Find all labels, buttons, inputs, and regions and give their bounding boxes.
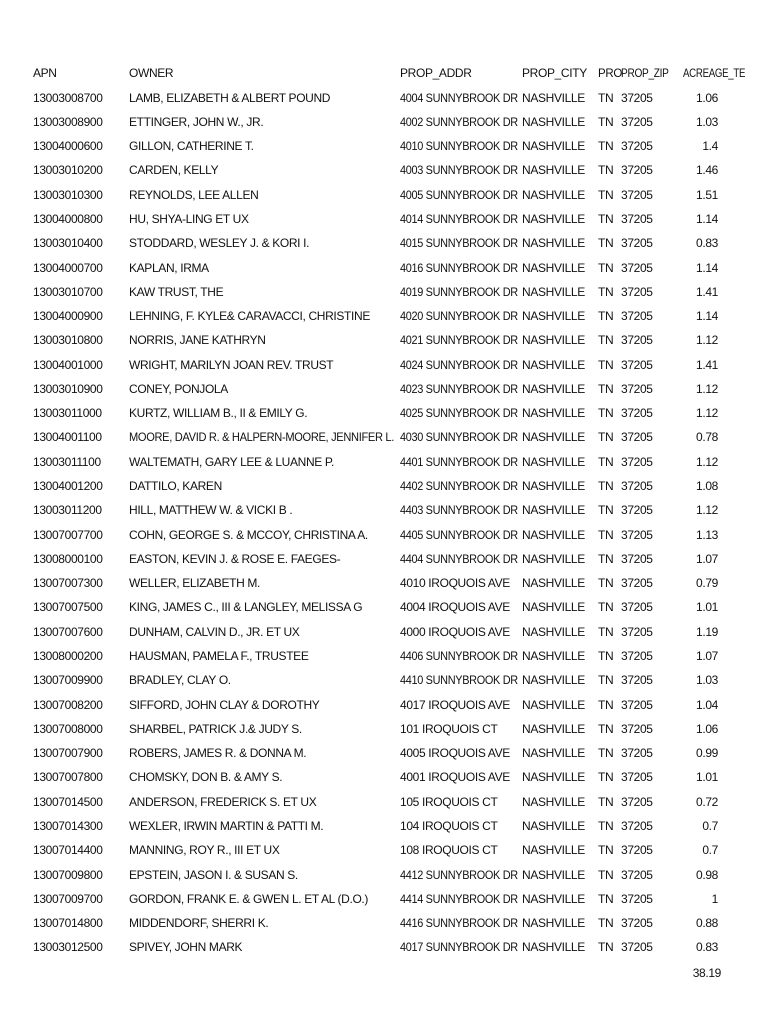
cell-prop-addr: 4020 SUNNYBROOK DR bbox=[400, 309, 518, 323]
table-row bbox=[0, 791, 770, 813]
table-row bbox=[0, 548, 770, 570]
cell-apn: 13004001200 bbox=[33, 479, 103, 493]
cell-prop-state: TN bbox=[598, 551, 614, 566]
cell-acreage: 1.13 bbox=[696, 527, 718, 542]
cell-prop-zip: 37205 bbox=[621, 406, 653, 421]
table-row bbox=[0, 572, 770, 594]
table-row bbox=[0, 87, 770, 109]
table-row bbox=[0, 596, 770, 618]
table-row bbox=[0, 669, 770, 691]
cell-apn: 13007014300 bbox=[33, 818, 103, 833]
cell-prop-state: TN bbox=[598, 503, 614, 518]
cell-prop-state: TN bbox=[598, 211, 614, 226]
cell-apn: 13004000700 bbox=[33, 260, 103, 275]
table-row bbox=[0, 499, 770, 521]
cell-acreage: 0.83 bbox=[696, 236, 718, 251]
cell-prop-state: TN bbox=[598, 284, 614, 299]
cell-apn: 13003010900 bbox=[33, 381, 103, 396]
cell-prop-addr: 4016 SUNNYBROOK DR bbox=[400, 260, 518, 275]
cell-prop-zip: 37205 bbox=[621, 673, 653, 688]
cell-prop-city: NASHVILLE bbox=[522, 479, 585, 493]
cell-acreage: 1.08 bbox=[696, 479, 718, 493]
cell-apn: 13007008000 bbox=[33, 721, 103, 736]
cell-prop-zip: 37205 bbox=[621, 551, 653, 566]
cell-prop-state: TN bbox=[598, 867, 614, 882]
cell-prop-state: TN bbox=[598, 916, 614, 930]
cell-apn: 13007007700 bbox=[33, 527, 103, 542]
cell-prop-city: NASHVILLE bbox=[522, 600, 585, 615]
cell-apn: 13003010400 bbox=[33, 236, 103, 251]
cell-prop-city: NASHVILLE bbox=[522, 114, 585, 129]
cell-prop-addr: 4401 SUNNYBROOK DR bbox=[400, 454, 518, 469]
cell-prop-city: NASHVILLE bbox=[522, 163, 585, 178]
cell-prop-state: TN bbox=[598, 891, 614, 906]
cell-prop-city: NASHVILLE bbox=[522, 211, 585, 226]
cell-prop-zip: 37205 bbox=[621, 357, 653, 372]
cell-prop-state: TN bbox=[598, 187, 614, 202]
cell-owner: LEHNING, F. KYLE& CARAVACCI, CHRISTINE bbox=[129, 309, 370, 323]
cell-apn: 13007007300 bbox=[33, 576, 103, 591]
cell-acreage: 1.07 bbox=[696, 648, 718, 663]
cell-owner: WEXLER, IRWIN MARTIN & PATTI M. bbox=[129, 818, 324, 833]
cell-prop-state: TN bbox=[598, 479, 614, 493]
table-row bbox=[0, 936, 770, 958]
cell-apn: 13007007800 bbox=[33, 770, 103, 785]
cell-owner: STODDARD, WESLEY J. & KORI I. bbox=[129, 236, 310, 251]
cell-acreage: 0.88 bbox=[696, 916, 718, 930]
cell-prop-city: NASHVILLE bbox=[522, 406, 585, 421]
cell-acreage: 1.19 bbox=[696, 624, 718, 639]
table-row bbox=[0, 766, 770, 788]
cell-prop-state: TN bbox=[598, 309, 614, 323]
cell-acreage: 1.41 bbox=[696, 357, 718, 372]
cell-prop-city: NASHVILLE bbox=[522, 746, 585, 761]
cell-prop-addr: 4005 IROQUOIS AVE bbox=[400, 746, 510, 761]
acreage-total: 38.19 bbox=[692, 966, 721, 980]
cell-prop-addr: 4010 IROQUOIS AVE bbox=[400, 576, 510, 591]
table-row bbox=[0, 451, 770, 473]
cell-prop-city: NASHVILLE bbox=[522, 770, 585, 785]
cell-prop-state: TN bbox=[598, 673, 614, 688]
header-apn: APN bbox=[33, 66, 57, 80]
cell-prop-zip: 37205 bbox=[621, 600, 653, 615]
cell-acreage: 1.12 bbox=[696, 503, 718, 518]
cell-prop-city: NASHVILLE bbox=[522, 503, 585, 518]
cell-prop-zip: 37205 bbox=[621, 746, 653, 761]
cell-prop-city: NASHVILLE bbox=[522, 648, 585, 663]
cell-prop-addr: 4004 IROQUOIS AVE bbox=[400, 600, 510, 615]
cell-acreage: 1.14 bbox=[696, 260, 718, 275]
cell-prop-zip: 37205 bbox=[621, 891, 653, 906]
cell-prop-city: NASHVILLE bbox=[522, 430, 585, 445]
cell-prop-addr: 4406 SUNNYBROOK DR bbox=[400, 648, 518, 663]
table-row bbox=[0, 184, 770, 206]
cell-prop-addr: 4000 IROQUOIS AVE bbox=[400, 624, 510, 639]
cell-prop-city: NASHVILLE bbox=[522, 284, 585, 299]
table-row bbox=[0, 305, 770, 327]
cell-owner: HILL, MATTHEW W. & VICKI B . bbox=[129, 503, 293, 518]
cell-owner: MANNING, ROY R., III ET UX bbox=[129, 843, 280, 858]
table-row bbox=[0, 208, 770, 230]
header-prop-state: PRO bbox=[598, 66, 622, 80]
table-row bbox=[0, 888, 770, 910]
cell-acreage: 1.03 bbox=[696, 673, 718, 688]
cell-apn: 13003011200 bbox=[33, 503, 102, 518]
cell-apn: 13003011100 bbox=[33, 454, 101, 469]
cell-owner: SHARBEL, PATRICK J.& JUDY S. bbox=[129, 721, 302, 736]
cell-prop-city: NASHVILLE bbox=[522, 90, 585, 105]
cell-apn: 13007014400 bbox=[33, 843, 103, 858]
cell-owner: NORRIS, JANE KATHRYN bbox=[129, 333, 266, 348]
header-row bbox=[0, 62, 770, 84]
cell-apn: 13008000200 bbox=[33, 648, 103, 663]
cell-prop-zip: 37205 bbox=[621, 770, 653, 785]
table-row bbox=[0, 257, 770, 279]
cell-prop-zip: 37205 bbox=[621, 114, 653, 129]
cell-owner: MIDDENDORF, SHERRI K. bbox=[129, 916, 269, 930]
cell-prop-city: NASHVILLE bbox=[522, 454, 585, 469]
cell-prop-city: NASHVILLE bbox=[522, 381, 585, 396]
cell-prop-zip: 37205 bbox=[621, 794, 653, 809]
cell-prop-zip: 37205 bbox=[621, 236, 653, 251]
cell-acreage: 1.4 bbox=[702, 139, 718, 154]
cell-prop-zip: 37205 bbox=[621, 260, 653, 275]
cell-prop-city: NASHVILLE bbox=[522, 333, 585, 348]
cell-prop-state: TN bbox=[598, 454, 614, 469]
cell-prop-city: NASHVILLE bbox=[522, 236, 585, 251]
cell-owner: GILLON, CATHERINE T. bbox=[129, 139, 254, 154]
cell-prop-zip: 37205 bbox=[621, 697, 653, 712]
cell-prop-city: NASHVILLE bbox=[522, 794, 585, 809]
table-row bbox=[0, 159, 770, 181]
cell-prop-zip: 37205 bbox=[621, 454, 653, 469]
cell-acreage: 0.99 bbox=[696, 746, 718, 761]
cell-prop-city: NASHVILLE bbox=[522, 818, 585, 833]
cell-owner: KAW TRUST, THE bbox=[129, 284, 224, 299]
table-row bbox=[0, 864, 770, 886]
cell-prop-zip: 37205 bbox=[621, 284, 653, 299]
cell-apn: 13004000600 bbox=[33, 139, 103, 154]
cell-prop-city: NASHVILLE bbox=[522, 576, 585, 591]
cell-prop-state: TN bbox=[598, 333, 614, 348]
cell-prop-state: TN bbox=[598, 940, 614, 955]
cell-prop-city: NASHVILLE bbox=[522, 357, 585, 372]
cell-acreage: 0.72 bbox=[696, 794, 718, 809]
cell-prop-zip: 37205 bbox=[621, 843, 653, 858]
cell-prop-state: TN bbox=[598, 576, 614, 591]
cell-prop-zip: 37205 bbox=[621, 648, 653, 663]
cell-prop-state: TN bbox=[598, 527, 614, 542]
cell-prop-addr: 101 IROQUOIS CT bbox=[400, 721, 498, 736]
table-row bbox=[0, 475, 770, 497]
cell-prop-addr: 108 IROQUOIS CT bbox=[400, 843, 498, 858]
cell-apn: 13007009900 bbox=[33, 673, 103, 688]
cell-prop-city: NASHVILLE bbox=[522, 721, 585, 736]
cell-apn: 13003011000 bbox=[33, 406, 102, 421]
cell-owner: EPSTEIN, JASON I. & SUSAN S. bbox=[129, 867, 298, 882]
cell-prop-city: NASHVILLE bbox=[522, 551, 585, 566]
cell-acreage: 0.83 bbox=[696, 940, 718, 955]
cell-prop-addr: 4410 SUNNYBROOK DR bbox=[400, 673, 518, 688]
cell-prop-zip: 37205 bbox=[621, 187, 653, 202]
cell-apn: 13004001100 bbox=[33, 430, 102, 445]
cell-acreage: 0.79 bbox=[696, 576, 718, 591]
cell-prop-addr: 4412 SUNNYBROOK DR bbox=[400, 867, 518, 882]
cell-prop-zip: 37205 bbox=[621, 139, 653, 154]
header-acreage: ACREAGE_TE bbox=[683, 66, 746, 80]
cell-prop-zip: 37205 bbox=[621, 211, 653, 226]
cell-prop-addr: 4019 SUNNYBROOK DR bbox=[400, 284, 518, 299]
cell-prop-city: NASHVILLE bbox=[522, 697, 585, 712]
cell-prop-state: TN bbox=[598, 648, 614, 663]
cell-prop-city: NASHVILLE bbox=[522, 624, 585, 639]
cell-acreage: 1.14 bbox=[696, 211, 718, 226]
cell-apn: 13007009800 bbox=[33, 867, 103, 882]
cell-owner: MOORE, DAVID R. & HALPERN-MOORE, JENNIFER L. bbox=[129, 430, 394, 445]
cell-prop-zip: 37205 bbox=[621, 479, 653, 493]
cell-acreage: 1.06 bbox=[696, 721, 718, 736]
cell-owner: CONEY, PONJOLA bbox=[129, 381, 228, 396]
cell-owner: ETTINGER, JOHN W., JR. bbox=[129, 114, 264, 129]
cell-prop-city: NASHVILLE bbox=[522, 527, 585, 542]
cell-owner: LAMB, ELIZABETH & ALBERT POUND bbox=[129, 90, 331, 105]
cell-prop-city: NASHVILLE bbox=[522, 673, 585, 688]
cell-prop-city: NASHVILLE bbox=[522, 916, 585, 930]
cell-acreage: 1.46 bbox=[696, 163, 718, 178]
table-row bbox=[0, 742, 770, 764]
cell-apn: 13004001000 bbox=[33, 357, 103, 372]
cell-owner: WRIGHT, MARILYN JOAN REV. TRUST bbox=[129, 357, 334, 372]
cell-prop-state: TN bbox=[598, 381, 614, 396]
cell-owner: COHN, GEORGE S. & MCCOY, CHRISTINA A. bbox=[129, 527, 368, 542]
cell-prop-state: TN bbox=[598, 236, 614, 251]
cell-apn: 13003010300 bbox=[33, 187, 103, 202]
cell-prop-state: TN bbox=[598, 794, 614, 809]
cell-prop-state: TN bbox=[598, 90, 614, 105]
cell-prop-addr: 4002 SUNNYBROOK DR bbox=[400, 114, 518, 129]
cell-prop-state: TN bbox=[598, 139, 614, 154]
cell-apn: 13003008900 bbox=[33, 114, 103, 129]
cell-acreage: 0.78 bbox=[696, 430, 718, 445]
cell-prop-addr: 4414 SUNNYBROOK DR bbox=[400, 891, 518, 906]
table-row bbox=[0, 378, 770, 400]
cell-prop-zip: 37205 bbox=[621, 381, 653, 396]
cell-acreage: 0.7 bbox=[702, 843, 718, 858]
cell-prop-addr: 4403 SUNNYBROOK DR bbox=[400, 503, 518, 518]
cell-acreage: 1 bbox=[711, 891, 718, 906]
cell-acreage: 1.41 bbox=[696, 284, 718, 299]
cell-prop-city: NASHVILLE bbox=[522, 867, 585, 882]
cell-prop-zip: 37205 bbox=[621, 527, 653, 542]
cell-owner: SIFFORD, JOHN CLAY & DOROTHY bbox=[129, 697, 320, 712]
cell-owner: KURTZ, WILLIAM B., II & EMILY G. bbox=[129, 406, 308, 421]
cell-owner: KING, JAMES C., III & LANGLEY, MELISSA G bbox=[129, 600, 363, 615]
cell-apn: 13003010200 bbox=[33, 163, 103, 178]
cell-owner: GORDON, FRANK E. & GWEN L. ET AL (D.O.) bbox=[129, 891, 369, 906]
cell-acreage: 1.01 bbox=[696, 770, 718, 785]
cell-prop-addr: 105 IROQUOIS CT bbox=[400, 794, 498, 809]
cell-prop-addr: 4024 SUNNYBROOK DR bbox=[400, 357, 518, 372]
table-row bbox=[0, 694, 770, 716]
cell-acreage: 0.7 bbox=[702, 818, 718, 833]
cell-prop-city: NASHVILLE bbox=[522, 260, 585, 275]
cell-prop-zip: 37205 bbox=[621, 867, 653, 882]
table-row bbox=[0, 281, 770, 303]
cell-apn: 13004000900 bbox=[33, 309, 103, 323]
cell-prop-zip: 37205 bbox=[621, 624, 653, 639]
header-prop-city: PROP_CITY bbox=[522, 66, 587, 80]
table-row bbox=[0, 232, 770, 254]
cell-acreage: 1.51 bbox=[696, 187, 718, 202]
cell-apn: 13007008200 bbox=[33, 697, 103, 712]
table-row bbox=[0, 426, 770, 448]
cell-prop-addr: 4017 SUNNYBROOK DR bbox=[400, 940, 518, 955]
cell-prop-city: NASHVILLE bbox=[522, 139, 585, 154]
table-row bbox=[0, 329, 770, 351]
cell-prop-state: TN bbox=[598, 770, 614, 785]
cell-owner: HAUSMAN, PAMELA F., TRUSTEE bbox=[129, 648, 309, 663]
cell-prop-zip: 37205 bbox=[621, 163, 653, 178]
cell-apn: 13008000100 bbox=[33, 551, 103, 566]
cell-prop-addr: 4402 SUNNYBROOK DR bbox=[400, 479, 518, 493]
cell-prop-zip: 37205 bbox=[621, 90, 653, 105]
cell-prop-state: TN bbox=[598, 624, 614, 639]
cell-prop-zip: 37205 bbox=[621, 576, 653, 591]
cell-prop-state: TN bbox=[598, 746, 614, 761]
cell-owner: KAPLAN, IRMA bbox=[129, 260, 209, 275]
cell-owner: SPIVEY, JOHN MARK bbox=[129, 940, 243, 955]
cell-prop-state: TN bbox=[598, 600, 614, 615]
cell-prop-city: NASHVILLE bbox=[522, 187, 585, 202]
table-row bbox=[0, 645, 770, 667]
cell-acreage: 1.12 bbox=[696, 454, 718, 469]
table-row bbox=[0, 135, 770, 157]
cell-prop-addr: 4010 SUNNYBROOK DR bbox=[400, 139, 518, 154]
table-row bbox=[0, 912, 770, 934]
cell-apn: 13003008700 bbox=[33, 90, 103, 105]
table-row bbox=[0, 718, 770, 740]
cell-owner: HU, SHYA-LING ET UX bbox=[129, 211, 249, 226]
cell-prop-city: NASHVILLE bbox=[522, 843, 585, 858]
cell-prop-addr: 4004 SUNNYBROOK DR bbox=[400, 90, 518, 105]
cell-apn: 13007014800 bbox=[33, 916, 103, 930]
cell-prop-addr: 4005 SUNNYBROOK DR bbox=[400, 187, 518, 202]
cell-prop-state: TN bbox=[598, 357, 614, 372]
cell-prop-zip: 37205 bbox=[621, 309, 653, 323]
cell-owner: DATTILO, KAREN bbox=[129, 479, 222, 493]
cell-prop-zip: 37205 bbox=[621, 333, 653, 348]
cell-acreage: 1.12 bbox=[696, 333, 718, 348]
table-row bbox=[0, 815, 770, 837]
cell-owner: WELLER, ELIZABETH M. bbox=[129, 576, 261, 591]
cell-owner: BRADLEY, CLAY O. bbox=[129, 673, 231, 688]
cell-prop-addr: 4003 SUNNYBROOK DR bbox=[400, 163, 518, 178]
table-row bbox=[0, 402, 770, 424]
cell-owner: ROBERS, JAMES R. & DONNA M. bbox=[129, 746, 307, 761]
cell-prop-state: TN bbox=[598, 697, 614, 712]
cell-acreage: 1.06 bbox=[696, 90, 718, 105]
header-prop-addr: PROP_ADDR bbox=[400, 66, 472, 80]
cell-prop-addr: 4014 SUNNYBROOK DR bbox=[400, 211, 518, 226]
cell-acreage: 1.12 bbox=[696, 381, 718, 396]
cell-prop-addr: 4021 SUNNYBROOK DR bbox=[400, 333, 518, 348]
table-row bbox=[0, 621, 770, 643]
cell-prop-addr: 4001 IROQUOIS AVE bbox=[400, 770, 510, 785]
cell-prop-zip: 37205 bbox=[621, 940, 653, 955]
cell-acreage: 1.14 bbox=[696, 309, 718, 323]
cell-apn: 13004000800 bbox=[33, 211, 103, 226]
cell-prop-state: TN bbox=[598, 430, 614, 445]
cell-apn: 13007007500 bbox=[33, 600, 103, 615]
cell-apn: 13003010800 bbox=[33, 333, 103, 348]
cell-owner: WALTEMATH, GARY LEE & LUANNE P. bbox=[129, 454, 334, 469]
cell-owner: DUNHAM, CALVIN D., JR. ET UX bbox=[129, 624, 300, 639]
cell-prop-state: TN bbox=[598, 114, 614, 129]
cell-prop-state: TN bbox=[598, 260, 614, 275]
cell-prop-addr: 4416 SUNNYBROOK DR bbox=[400, 916, 518, 930]
cell-prop-city: NASHVILLE bbox=[522, 891, 585, 906]
cell-prop-addr: 104 IROQUOIS CT bbox=[400, 818, 498, 833]
table-row bbox=[0, 354, 770, 376]
cell-owner: CARDEN, KELLY bbox=[129, 163, 219, 178]
cell-acreage: 1.03 bbox=[696, 114, 718, 129]
cell-prop-state: TN bbox=[598, 163, 614, 178]
cell-owner: EASTON, KEVIN J. & ROSE E. FAEGES- bbox=[129, 551, 341, 566]
cell-prop-state: TN bbox=[598, 818, 614, 833]
cell-prop-addr: 4015 SUNNYBROOK DR bbox=[400, 236, 518, 251]
cell-prop-addr: 4025 SUNNYBROOK DR bbox=[400, 406, 518, 421]
header-prop-zip: PROP_ZIP bbox=[621, 66, 669, 80]
cell-prop-zip: 37205 bbox=[621, 503, 653, 518]
cell-prop-zip: 37205 bbox=[621, 721, 653, 736]
cell-prop-zip: 37205 bbox=[621, 430, 653, 445]
cell-prop-city: NASHVILLE bbox=[522, 309, 585, 323]
table-row bbox=[0, 111, 770, 133]
cell-prop-state: TN bbox=[598, 406, 614, 421]
cell-prop-addr: 4404 SUNNYBROOK DR bbox=[400, 551, 518, 566]
cell-acreage: 1.07 bbox=[696, 551, 718, 566]
cell-acreage: 1.01 bbox=[696, 600, 718, 615]
cell-prop-state: TN bbox=[598, 843, 614, 858]
cell-prop-city: NASHVILLE bbox=[522, 940, 585, 955]
cell-prop-zip: 37205 bbox=[621, 818, 653, 833]
cell-apn: 13007007900 bbox=[33, 746, 103, 761]
header-owner: OWNER bbox=[129, 66, 174, 80]
cell-owner: REYNOLDS, LEE ALLEN bbox=[129, 187, 259, 202]
cell-apn: 13003010700 bbox=[33, 284, 103, 299]
cell-prop-addr: 4405 SUNNYBROOK DR bbox=[400, 527, 518, 542]
cell-prop-state: TN bbox=[598, 721, 614, 736]
cell-prop-zip: 37205 bbox=[621, 916, 653, 930]
cell-apn: 13007009700 bbox=[33, 891, 103, 906]
cell-prop-addr: 4030 SUNNYBROOK DR bbox=[400, 430, 518, 445]
cell-owner: CHOMSKY, DON B. & AMY S. bbox=[129, 770, 283, 785]
cell-prop-addr: 4017 IROQUOIS AVE bbox=[400, 697, 510, 712]
cell-acreage: 1.04 bbox=[696, 697, 718, 712]
cell-apn: 13007007600 bbox=[33, 624, 103, 639]
cell-owner: ANDERSON, FREDERICK S. ET UX bbox=[129, 794, 317, 809]
cell-acreage: 1.12 bbox=[696, 406, 718, 421]
cell-apn: 13007014500 bbox=[33, 794, 103, 809]
cell-apn: 13003012500 bbox=[33, 940, 103, 955]
table-row bbox=[0, 524, 770, 546]
cell-prop-addr: 4023 SUNNYBROOK DR bbox=[400, 381, 518, 396]
table-row bbox=[0, 839, 770, 861]
cell-acreage: 0.98 bbox=[696, 867, 718, 882]
